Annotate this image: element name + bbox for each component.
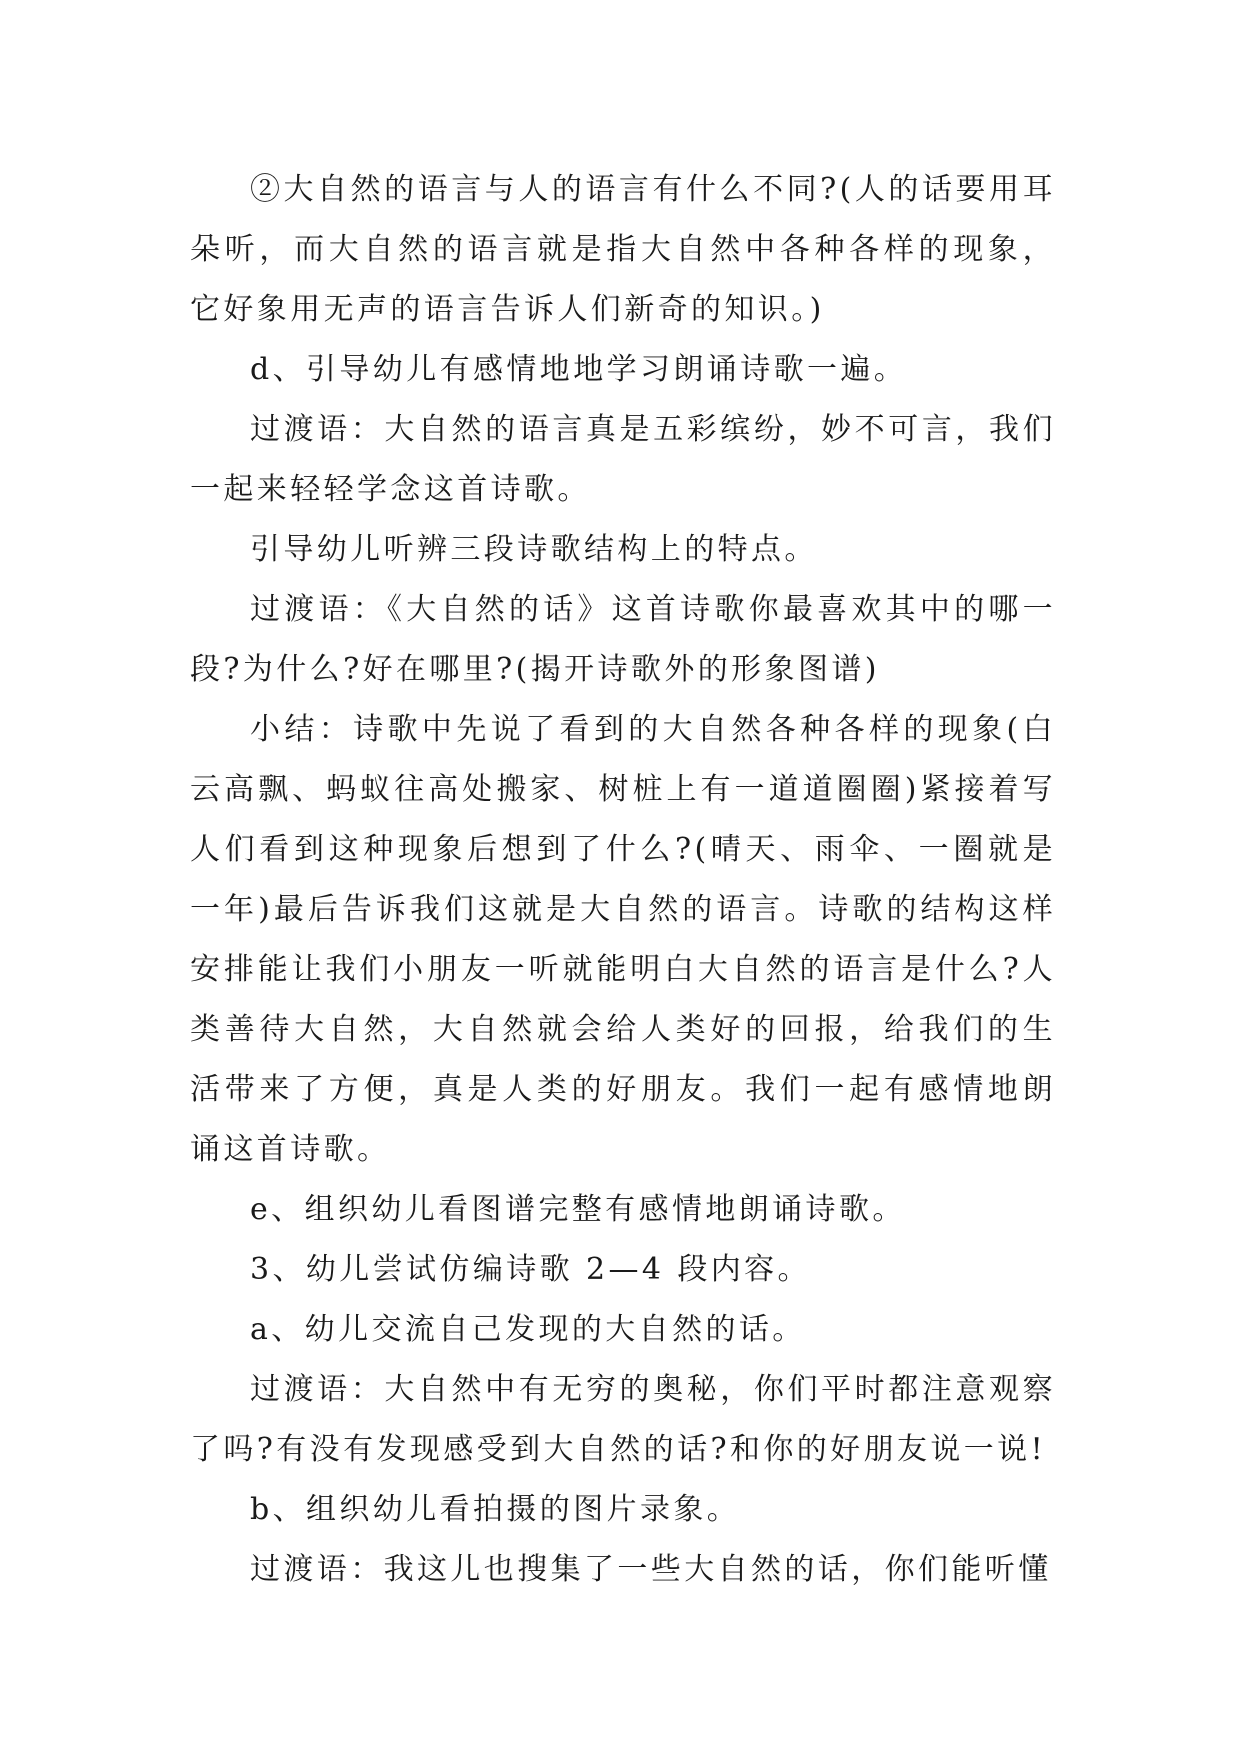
document-body [190, 160, 1056, 1600]
paragraph-10: 过渡语：大自然中有无穷的奥秘，你们平时都注意观察了吗?有没有发现感受到大自然的话?和你的好朋友说一说! [190, 1372, 1056, 1467]
paragraph-9: a、幼儿交流自己发现的大自然的话。 [250, 1312, 806, 1347]
paragraph-6: 小结：诗歌中先说了看到的大自然各种各样的现象(白云高飘、蚂蚁往高处搬家、树桩上有一道道圈圈)紧接着写人们看到这种现象后想到了什么?(晴天、雨伞、一圈就是一年)最后告诉我们这就是大自然的语言。诗歌的结构这样安排能让我们小朋友一听就能明白大自然的语言是什么?人类善待大自然，大自然就会给人类好的回报，给我们的生活带来了方便，真是人类的好朋友。我们一起有感情地朗诵这首诗歌。 [190, 712, 1056, 1167]
paragraph-7: e、组织幼儿看图谱完整有感情地朗诵诗歌。 [250, 1192, 906, 1227]
paragraph-8: 3、幼儿尝试仿编诗歌 2—4 段内容。 [250, 1252, 811, 1287]
paragraph-4: 引导幼儿听辨三段诗歌结构上的特点。 [250, 532, 818, 567]
paragraph-5: 过渡语：《大自然的话》这首诗歌你最喜欢其中的哪一段?为什么?好在哪里?(揭开诗歌外的形象图谱) [190, 592, 1056, 687]
paragraph-1: ②大自然的语言与人的语言有什么不同?(人的话要用耳朵听，而大自然的语言就是指大自然中各种各样的现象，它好象用无声的语言告诉人们新奇的知识。) [190, 172, 1056, 327]
paragraph-11: b、组织幼儿看拍摄的图片录象。 [250, 1492, 741, 1527]
paragraph-12: 过渡语：我这儿也搜集了一些大自然的话，你们能听懂 [250, 1552, 1052, 1587]
paragraph-2: d、引导幼儿有感情地地学习朗诵诗歌一遍。 [250, 352, 908, 387]
paragraph-3: 过渡语：大自然的语言真是五彩缤纷，妙不可言，我们一起来轻轻学念这首诗歌。 [190, 412, 1056, 507]
